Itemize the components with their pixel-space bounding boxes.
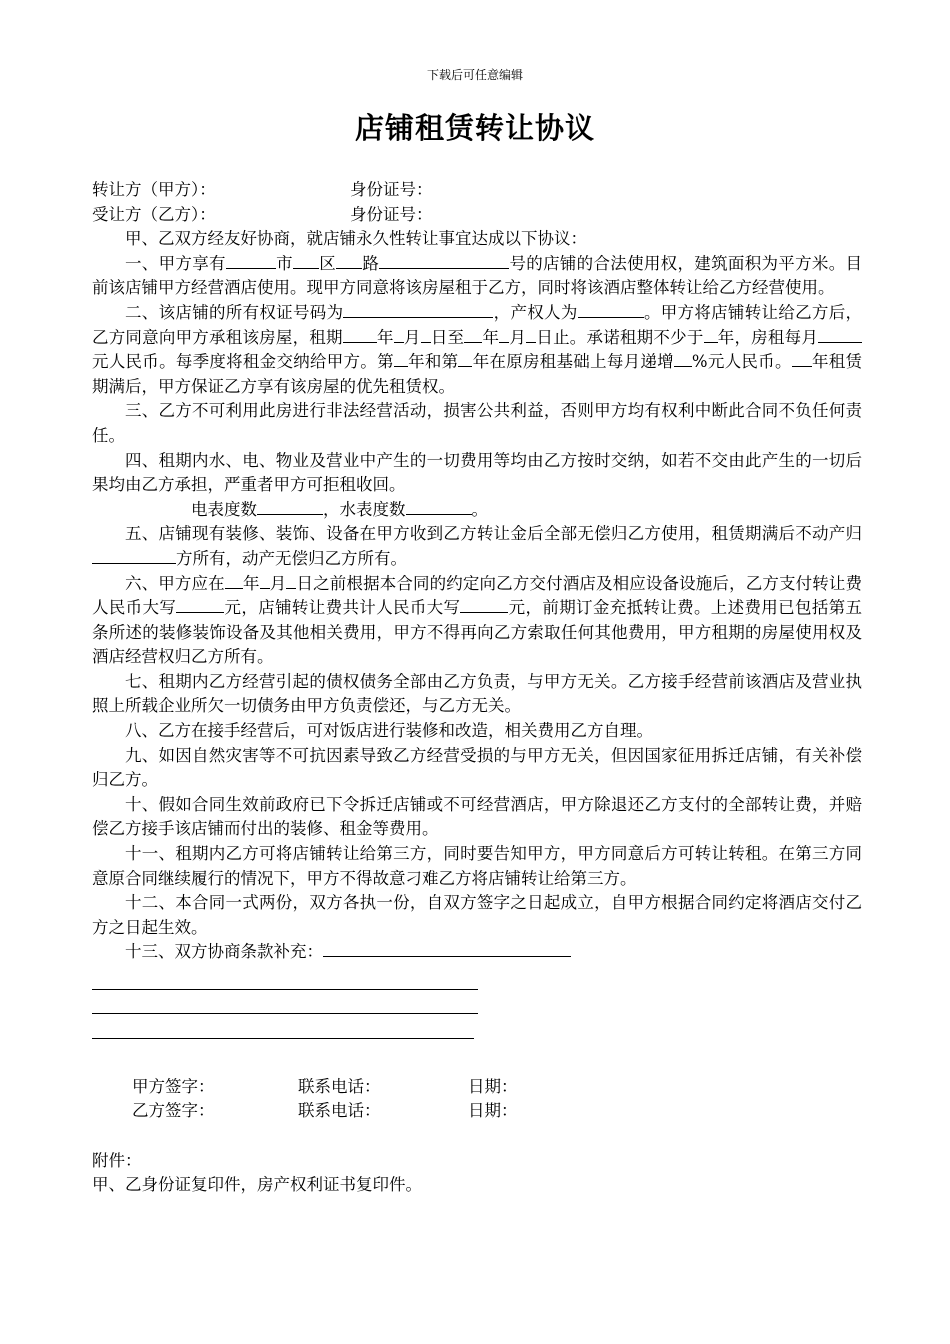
party-a-date-label: 日期：	[468, 1076, 518, 1096]
blank-electric-meter	[257, 498, 323, 515]
blank-handover-year	[225, 572, 243, 589]
supplement-line-2	[92, 990, 478, 1015]
blank-certificate-number	[343, 301, 493, 318]
blank-water-meter	[406, 498, 472, 515]
clause-5: 五、店铺现有装修、装饰、设备在甲方收到乙方转让金后全部无偿归乙方使用，租赁期满后不动产归方所有，动产无偿归乙方所有。	[92, 522, 862, 571]
blank-handover-month	[260, 572, 270, 589]
party-a-id-label: 身份证号：	[350, 180, 433, 199]
blank-increase-year-2	[458, 350, 472, 367]
blank-min-years	[704, 326, 718, 343]
blank-owner	[578, 301, 644, 318]
blank-property-owner	[92, 547, 176, 564]
clause-6: 六、甲方应在 年 月 日之前根据本合同的约定向乙方交付酒店及相应设备设施后，乙方支付转让费人民币大写 元，店铺转让费共计人民币大写 元，前期订金充抵转让费。上述费用已包括第五条所述的装修装饰设备及其他相关费用，甲方不得再向乙方索取任何其他费用，甲方租期的房屋使用权及酒店经营权归乙方所有。	[92, 573, 863, 667]
supplement-line-3	[92, 1014, 474, 1039]
blank-end-day	[526, 326, 536, 343]
blank-district	[293, 252, 319, 269]
document-title: 店铺租赁转让协议	[354, 111, 595, 145]
blank-end-month	[499, 326, 509, 343]
clause-10: 十、假如合同生效前政府已下令拆迁店铺或不可经营酒店，甲方除退还乙方支付的全部转让费，并赔偿乙方接手该店铺而付出的装修、租金等费用。	[92, 794, 862, 839]
clause-4: 四、租期内水、电、物业及营业中产生的一切费用等均由乙方按时交纳，如若不交由此产生的一切后果均由乙方承担，严重者甲方可拒租收回。	[92, 450, 862, 495]
blank-city	[226, 252, 276, 269]
clause-8: 八、乙方在接手经营后，可对饭店进行装修和改造，相关费用乙方自理。	[125, 721, 653, 741]
clause-11: 十一、租期内乙方可将店铺转让给第三方，同时要告知甲方，甲方同意后方可转让转租。在第三方同意原合同继续履行的情况下，甲方不得故意刁难乙方将店铺转让给第三方。	[92, 844, 862, 888]
clause-7: 七、租期内乙方经营引起的债权债务全部由乙方负责，与甲方无关。乙方接手经营前该酒店及营业执照上所载企业所欠一切债务由甲方负责偿还，与乙方无关。	[92, 671, 862, 716]
party-b-id-label: 身份证号：	[350, 204, 433, 224]
attachment-text: 甲、乙身份证复印件，房产权利证书复印件。	[92, 1175, 422, 1195]
contract-body	[92, 178, 862, 1198]
party-a-sign-label: 甲方签字：	[132, 1076, 215, 1096]
supplement-line-1	[92, 965, 478, 990]
blank-increase-percent	[674, 350, 692, 367]
party-b-signature-row	[92, 1099, 862, 1124]
clause-12: 十二、本合同一式两份，双方各执一份，自双方签字之日起成立，自甲方根据合同约定将酒店交付乙方之日起生效。	[92, 893, 862, 937]
clause-13: 十三、双方协商条款补充：	[92, 940, 862, 965]
intro-paragraph: 甲、乙双方经友好协商，就店铺永久性转让事宜达成以下协议：	[125, 229, 587, 249]
blank-end-year	[464, 326, 482, 343]
blank-road-name	[336, 252, 362, 269]
blank-start-year	[343, 326, 377, 343]
party-a-phone-label: 联系电话：	[298, 1076, 381, 1096]
clause-9: 九、如因自然灾害等不可抗因素导致乙方经营受损的与甲方无关，但因国家征用拆迁店铺，有关补偿归乙方。	[92, 745, 862, 790]
attachment-label: 附件：	[92, 1150, 142, 1170]
meter-readings: 电表度数 ，水表度数 。	[191, 499, 488, 519]
blank-supplement	[323, 940, 571, 957]
blank-road-number	[379, 252, 509, 269]
blank-lease-years	[792, 350, 812, 367]
clause-1: 一、甲方享有 市 区 路 号的店铺的合法使用权，建筑面积为平方米。目前该店铺甲方经营酒店使用。现甲方同意将该房屋租于乙方，同时将该酒店整体转让给乙方经营使用。	[92, 253, 863, 298]
party-b-sign-label: 乙方签字：	[132, 1101, 215, 1121]
header-note: 下载后可任意编辑	[426, 68, 523, 82]
party-b-label: 受让方（乙方）：	[92, 204, 216, 224]
party-b-phone-label: 联系电话：	[298, 1101, 381, 1121]
party-a-label: 转让方（甲方）：	[92, 180, 216, 199]
blank-total-fee	[460, 596, 508, 613]
party-a-signature-row	[92, 1075, 862, 1100]
blank-handover-day	[286, 572, 296, 589]
blank-start-day	[421, 326, 431, 343]
blank-monthly-rent	[818, 326, 862, 343]
blank-start-month	[394, 326, 404, 343]
party-b-date-label: 日期：	[468, 1101, 518, 1121]
blank-increase-year-1	[394, 350, 408, 367]
party-b-row	[92, 203, 862, 228]
blank-transfer-fee	[176, 596, 224, 613]
clause-3: 三、乙方不可利用此房进行非法经营活动，损害公共利益，否则甲方均有权利中断此合同不负任何责任。	[92, 401, 862, 445]
party-a-row	[92, 178, 862, 203]
clause-2: 二、该店铺的所有权证号码为 ，产权人为 。甲方将店铺转让给乙方后，乙方同意向甲方承租该房屋，租期 年 月 日至 年 月 日止。承诺租期不少于 年，房租每月元人民币。每季度将租金交纳给甲方。第 年和第 年在原房租基础上每月递增 %元人民币。 年租赁期满后，甲方保证乙方享有该房屋的优先租赁权。	[92, 302, 863, 396]
